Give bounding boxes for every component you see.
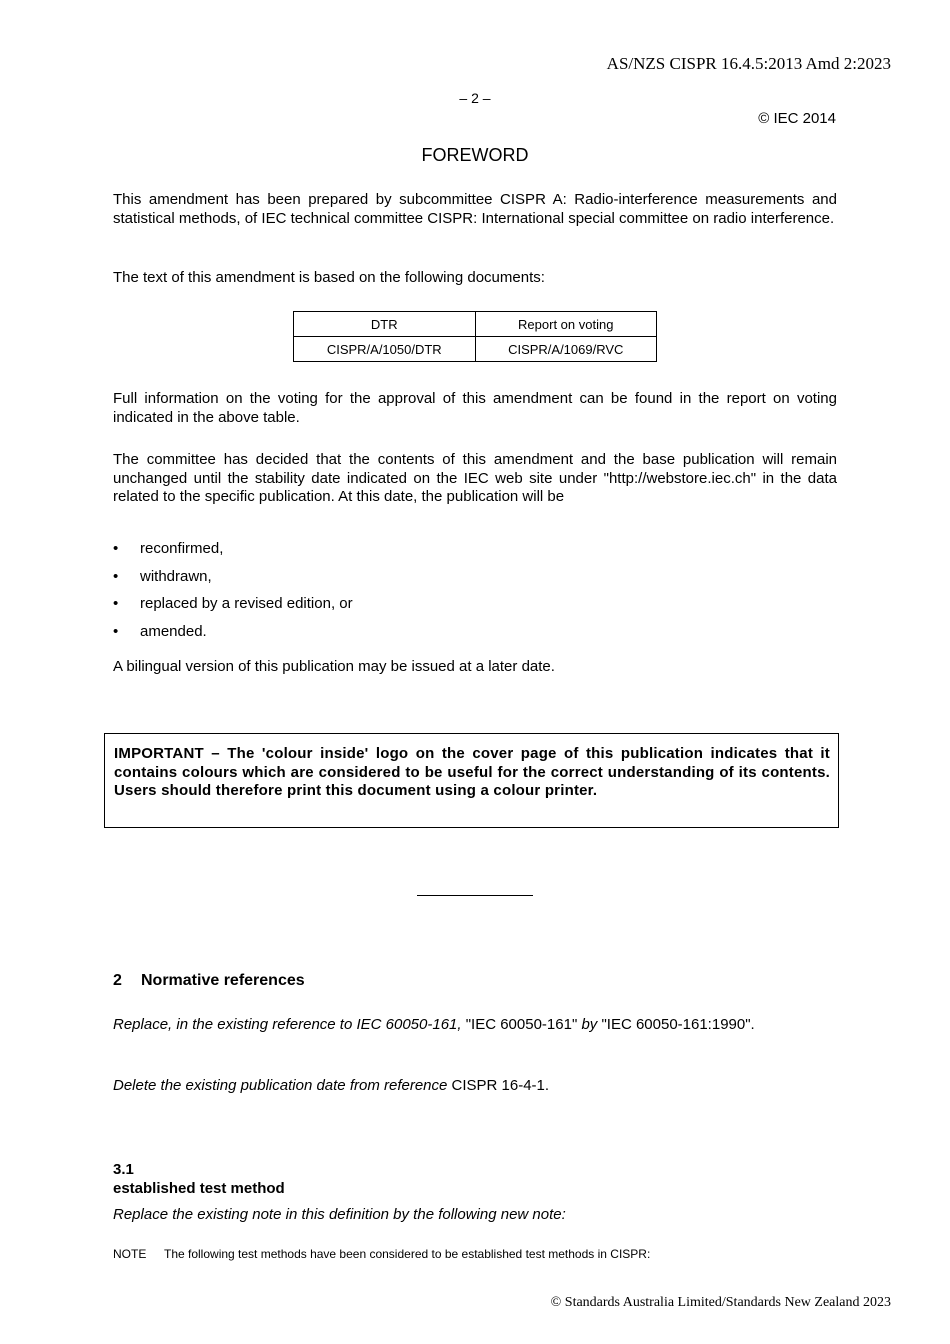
status-bullet-list: [113, 540, 353, 650]
iec-copyright: © IEC 2014: [758, 110, 836, 127]
table-header-cell: DTR: [294, 312, 476, 337]
instruction-italic: Delete the existing publication date from reference: [113, 1077, 448, 1094]
instruction-text: CISPR 16-4-1.: [447, 1077, 550, 1094]
list-item: [113, 595, 353, 623]
section-number: 2: [113, 972, 122, 989]
list-item-text: amended.: [140, 622, 207, 640]
section-title: Normative references: [141, 972, 305, 989]
table-cell: CISPR/A/1050/DTR: [294, 337, 476, 362]
bullet-icon: •: [113, 595, 119, 612]
delete-instruction: [113, 1077, 837, 1096]
note-label: NOTE: [113, 1247, 147, 1261]
instruction-italic: Replace, in the existing reference to IEC 60050-161,: [113, 1016, 462, 1033]
foreword-paragraph-3: Full information on the voting for the approval of this amendment can be found in the report on voting indicated in the above table.: [113, 390, 837, 426]
bullet-icon: •: [113, 567, 119, 585]
list-item: [113, 568, 353, 596]
table-cell: CISPR/A/1069/RVC: [475, 337, 657, 362]
list-item: [113, 623, 353, 651]
documents-table: [293, 311, 657, 362]
clause-number: 3.1: [113, 1161, 134, 1178]
important-notice-text: IMPORTANT – The 'colour inside' logo on the cover page of this publication indicates that it contains colours which are considered to be useful for the correct understanding of its contents. Users should therefore print this document using a colour printer.: [114, 745, 830, 799]
instruction-text: "IEC 60050-161:1990".: [597, 1016, 755, 1033]
list-item-text: reconfirmed,: [140, 540, 224, 557]
foreword-paragraph-1: This amendment has been prepared by subcommittee CISPR A: Radio-interference measurements and statistical methods, of IEC technical committee CISPR: International special committee on radio interference.: [113, 191, 837, 227]
instruction-italic: by: [581, 1016, 598, 1033]
clause-instruction: Replace the existing note in this definition by the following new note:: [113, 1206, 566, 1223]
foreword-paragraph-5: A bilingual version of this publication may be issued at a later date.: [113, 658, 555, 675]
note: [113, 1247, 650, 1261]
bullet-icon: •: [113, 540, 119, 557]
section-divider: [417, 895, 533, 896]
table-header-cell: Report on voting: [475, 312, 657, 337]
bullet-icon: •: [113, 622, 119, 640]
list-item-text: withdrawn,: [140, 567, 212, 585]
footer-copyright: © Standards Australia Limited/Standards New Zealand 2023: [550, 1295, 891, 1310]
foreword-title: FOREWORD: [421, 145, 529, 165]
foreword-paragraph-2: The text of this amendment is based on the following documents:: [113, 269, 545, 286]
foreword-paragraph-4: The committee has decided that the contents of this amendment and the base publication will remain unchanged until the stability date indicated on the IEC web site under "http://webstore.iec.ch" in the data related to the specific publication. At this date, the publication will be: [113, 451, 837, 505]
section-heading: [113, 972, 305, 990]
list-item-text: replaced by a revised edition, or: [140, 595, 353, 612]
clause-term: established test method: [113, 1180, 285, 1197]
list-item: [113, 540, 353, 568]
table-row: [294, 337, 657, 362]
page-number: – 2 –: [459, 90, 491, 106]
instruction-text: "IEC 60050-161": [461, 1016, 582, 1033]
standard-identifier: AS/NZS CISPR 16.4.5:2013 Amd 2:2023: [606, 54, 891, 73]
replace-instruction: [113, 1016, 837, 1035]
note-text: The following test methods have been considered to be established test methods in CISPR:: [164, 1247, 651, 1261]
important-notice-box: [104, 733, 839, 828]
table-header-row: [294, 312, 657, 337]
